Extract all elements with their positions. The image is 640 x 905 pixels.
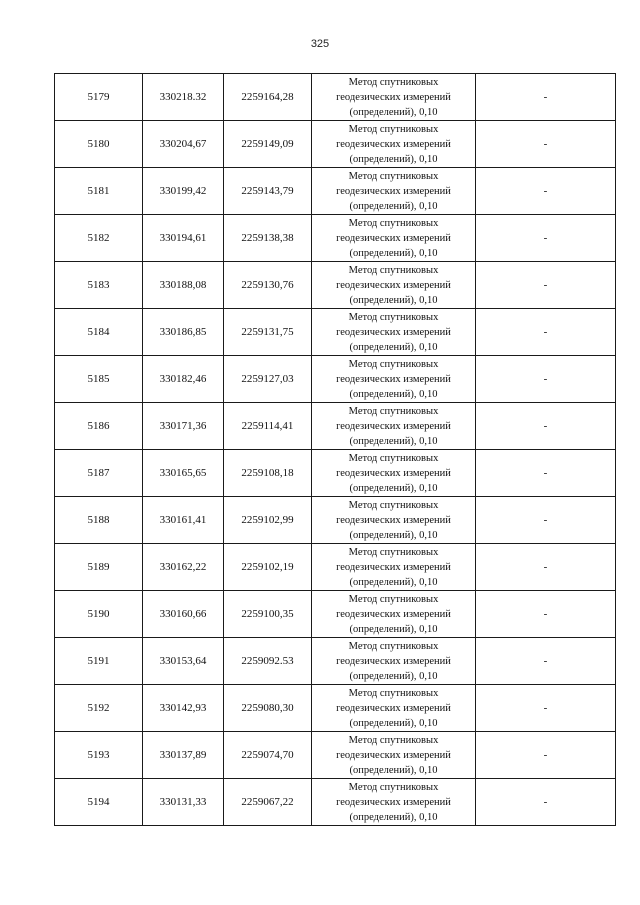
point-number-cell: 5184	[55, 309, 143, 356]
y-coordinate-cell: 2259080,30	[224, 685, 312, 732]
method-cell: Метод спутниковых геодезических измерений (определений), 0,10	[312, 685, 476, 732]
point-number-cell: 5190	[55, 591, 143, 638]
x-coordinate-cell: 330171,36	[143, 403, 224, 450]
point-number-cell: 5186	[55, 403, 143, 450]
note-cell: -	[476, 450, 616, 497]
note-cell: -	[476, 638, 616, 685]
y-coordinate-cell: 2259131,75	[224, 309, 312, 356]
table-row	[55, 450, 616, 497]
note-cell: -	[476, 121, 616, 168]
table-row	[55, 309, 616, 356]
table-row	[55, 591, 616, 638]
method-cell: Метод спутниковых геодезических измерений (определений), 0,10	[312, 638, 476, 685]
x-coordinate-cell: 330186,85	[143, 309, 224, 356]
table-row	[55, 685, 616, 732]
method-cell: Метод спутниковых геодезических измерений (определений), 0,10	[312, 732, 476, 779]
table-row	[55, 215, 616, 262]
point-number-cell: 5188	[55, 497, 143, 544]
table-row	[55, 732, 616, 779]
point-number-cell: 5179	[55, 74, 143, 121]
y-coordinate-cell: 2259092.53	[224, 638, 312, 685]
note-cell: -	[476, 591, 616, 638]
y-coordinate-cell: 2259067,22	[224, 779, 312, 826]
note-cell: -	[476, 168, 616, 215]
method-cell: Метод спутниковых геодезических измерений (определений), 0,10	[312, 403, 476, 450]
point-number-cell: 5182	[55, 215, 143, 262]
x-coordinate-cell: 330182,46	[143, 356, 224, 403]
table-row	[55, 121, 616, 168]
table-row	[55, 356, 616, 403]
x-coordinate-cell: 330131,33	[143, 779, 224, 826]
point-number-cell: 5181	[55, 168, 143, 215]
point-number-cell: 5194	[55, 779, 143, 826]
method-cell: Метод спутниковых геодезических измерений (определений), 0,10	[312, 121, 476, 168]
point-number-cell: 5191	[55, 638, 143, 685]
table-row	[55, 779, 616, 826]
method-cell: Метод спутниковых геодезических измерений (определений), 0,10	[312, 262, 476, 309]
table-row	[55, 262, 616, 309]
y-coordinate-cell: 2259149,09	[224, 121, 312, 168]
x-coordinate-cell: 330188,08	[143, 262, 224, 309]
note-cell: -	[476, 262, 616, 309]
x-coordinate-cell: 330199,42	[143, 168, 224, 215]
x-coordinate-cell: 330194,61	[143, 215, 224, 262]
method-cell: Метод спутниковых геодезических измерений (определений), 0,10	[312, 779, 476, 826]
method-cell: Метод спутниковых геодезических измерений (определений), 0,10	[312, 215, 476, 262]
y-coordinate-cell: 2259127,03	[224, 356, 312, 403]
x-coordinate-cell: 330137,89	[143, 732, 224, 779]
note-cell: -	[476, 732, 616, 779]
note-cell: -	[476, 497, 616, 544]
method-cell: Метод спутниковых геодезических измерений (определений), 0,10	[312, 544, 476, 591]
x-coordinate-cell: 330160,66	[143, 591, 224, 638]
x-coordinate-cell: 330162,22	[143, 544, 224, 591]
x-coordinate-cell: 330153,64	[143, 638, 224, 685]
method-cell: Метод спутниковых геодезических измерений (определений), 0,10	[312, 168, 476, 215]
y-coordinate-cell: 2259114,41	[224, 403, 312, 450]
y-coordinate-cell: 2259102,99	[224, 497, 312, 544]
y-coordinate-cell: 2259102,19	[224, 544, 312, 591]
note-cell: -	[476, 356, 616, 403]
table-row	[55, 74, 616, 121]
point-number-cell: 5185	[55, 356, 143, 403]
x-coordinate-cell: 330142,93	[143, 685, 224, 732]
x-coordinate-cell: 330204,67	[143, 121, 224, 168]
point-number-cell: 5189	[55, 544, 143, 591]
note-cell: -	[476, 215, 616, 262]
x-coordinate-cell: 330218.32	[143, 74, 224, 121]
coordinates-table	[54, 73, 616, 826]
method-cell: Метод спутниковых геодезических измерений (определений), 0,10	[312, 356, 476, 403]
method-cell: Метод спутниковых геодезических измерений (определений), 0,10	[312, 74, 476, 121]
method-cell: Метод спутниковых геодезических измерений (определений), 0,10	[312, 591, 476, 638]
method-cell: Метод спутниковых геодезических измерений (определений), 0,10	[312, 309, 476, 356]
point-number-cell: 5193	[55, 732, 143, 779]
table-row	[55, 497, 616, 544]
x-coordinate-cell: 330165,65	[143, 450, 224, 497]
y-coordinate-cell: 2259108,18	[224, 450, 312, 497]
note-cell: -	[476, 685, 616, 732]
note-cell: -	[476, 403, 616, 450]
y-coordinate-cell: 2259100,35	[224, 591, 312, 638]
page-number: 325	[310, 38, 330, 50]
point-number-cell: 5192	[55, 685, 143, 732]
method-cell: Метод спутниковых геодезических измерений (определений), 0,10	[312, 450, 476, 497]
point-number-cell: 5183	[55, 262, 143, 309]
table-row	[55, 638, 616, 685]
y-coordinate-cell: 2259130,76	[224, 262, 312, 309]
x-coordinate-cell: 330161,41	[143, 497, 224, 544]
note-cell: -	[476, 544, 616, 591]
y-coordinate-cell: 2259138,38	[224, 215, 312, 262]
table-row	[55, 403, 616, 450]
point-number-cell: 5187	[55, 450, 143, 497]
y-coordinate-cell: 2259143,79	[224, 168, 312, 215]
method-cell: Метод спутниковых геодезических измерений (определений), 0,10	[312, 497, 476, 544]
note-cell: -	[476, 779, 616, 826]
note-cell: -	[476, 309, 616, 356]
y-coordinate-cell: 2259164,28	[224, 74, 312, 121]
point-number-cell: 5180	[55, 121, 143, 168]
table-row	[55, 168, 616, 215]
table-row	[55, 544, 616, 591]
y-coordinate-cell: 2259074,70	[224, 732, 312, 779]
note-cell: -	[476, 74, 616, 121]
